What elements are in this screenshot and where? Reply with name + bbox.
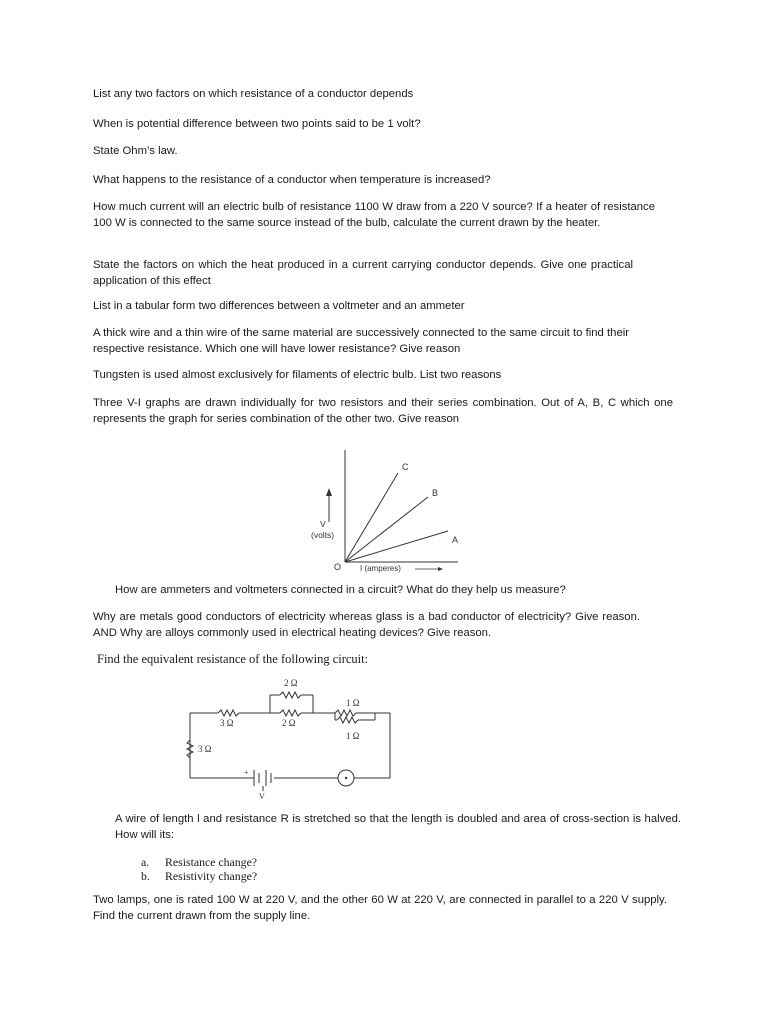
graph-y-label: V xyxy=(320,519,326,529)
resistor-2-ohm-top xyxy=(280,692,301,698)
label-r-right-top: 1 Ω xyxy=(346,698,360,708)
resistor-3-ohm-top xyxy=(218,710,239,716)
graph-y-unit: (volts) xyxy=(311,530,335,540)
question-voltmeter-ammeter: List in a tabular form two differences between a voltmeter and an ammeter xyxy=(93,300,465,312)
q14-text: A wire of length l and resistance R is stretched so that the length is doubled and area of cross-section is halved. How will its: xyxy=(115,813,681,841)
resistor-2-ohm-mid xyxy=(280,710,301,716)
x-axis-arrow-head xyxy=(438,567,443,571)
graph-origin: O xyxy=(334,562,342,572)
question-one-volt: When is potential difference between two points said to be 1 volt? xyxy=(93,118,421,130)
question-metals-alloys: Why are metals good conductors of electricity whereas glass is a bad conductor of electricity? Give reason. AND Why are alloys commonly used in electrical heating devices? Give reason. xyxy=(93,611,640,639)
q14-item-b-text: Resistivity change? xyxy=(165,869,258,883)
q14-item-a xyxy=(141,855,257,870)
question-two-lamps: Two lamps, one is rated 100 W at 220 V, and the other 60 W at 220 V, are connected in parallel to a 220 V supply. Find the current drawn from the supply line. xyxy=(93,894,667,922)
circuit-diagram xyxy=(170,670,400,800)
graph-line-b xyxy=(345,497,428,562)
graph-label-a: A xyxy=(452,535,459,545)
resistor-1-ohm-bottom xyxy=(337,717,358,723)
q14-item-a-marker: a. xyxy=(141,855,150,869)
question-temperature: What happens to the resistance of a conductor when temperature is increased? xyxy=(93,174,491,186)
question-vi-graphs: Three V-I graphs are drawn individually for two resistors and their series combination. Out of A, B, C which one represents the graph for series combination of the other two. Give reason xyxy=(93,397,673,425)
resistor-1-ohm-top xyxy=(335,710,356,716)
question-heat-factors: State the factors on which the heat produced in a current carrying conductor depends. Give one practical application of this effect xyxy=(93,259,633,287)
question-stretched-wire xyxy=(115,812,681,843)
vi-graph xyxy=(300,440,480,575)
y-axis-arrow-head xyxy=(326,488,332,496)
label-r-vertical: 3 Ω xyxy=(198,744,212,754)
question-resistance-factors: List any two factors on which resistance of a conductor depends xyxy=(93,88,414,100)
key-dot-icon xyxy=(345,777,347,779)
question-ohms-law: State Ohm’s law. xyxy=(93,145,178,157)
question-meter-connection: How are ammeters and voltmeters connected in a circuit? What do they help us measure? xyxy=(115,584,566,596)
question-equivalent-resistance: Find the equivalent resistance of the following circuit: xyxy=(97,652,369,666)
label-r-top: 2 Ω xyxy=(284,678,298,688)
question-thick-thin-wire: A thick wire and a thin wire of the same material are successively connected to the same circuit to find their respective resistance. Which one will have lower resistance? Give reason xyxy=(93,327,629,355)
label-r-mid: 2 Ω xyxy=(282,718,296,728)
q14-item-b xyxy=(141,869,257,884)
graph-label-b: B xyxy=(432,488,439,498)
question-tungsten: Tungsten is used almost exclusively for filaments of electric bulb. List two reasons xyxy=(93,369,502,381)
label-r-left: 3 Ω xyxy=(220,718,234,728)
label-r-right-bottom: 1 Ω xyxy=(346,731,360,741)
q14-item-b-marker: b. xyxy=(141,869,150,883)
q14-item-a-text: Resistance change? xyxy=(165,855,258,869)
question-bulb-current: How much current will an electric bulb of resistance 1100 W draw from a 220 V source? If a heater of resistance 100 W is connected to the same source instead of the bulb, calculate the current drawn by the heater. xyxy=(93,201,655,229)
graph-x-label: I (amperes) xyxy=(360,564,401,573)
label-battery-v: V xyxy=(259,792,265,800)
graph-label-c: C xyxy=(402,462,409,472)
label-battery-plus: + xyxy=(244,768,249,777)
